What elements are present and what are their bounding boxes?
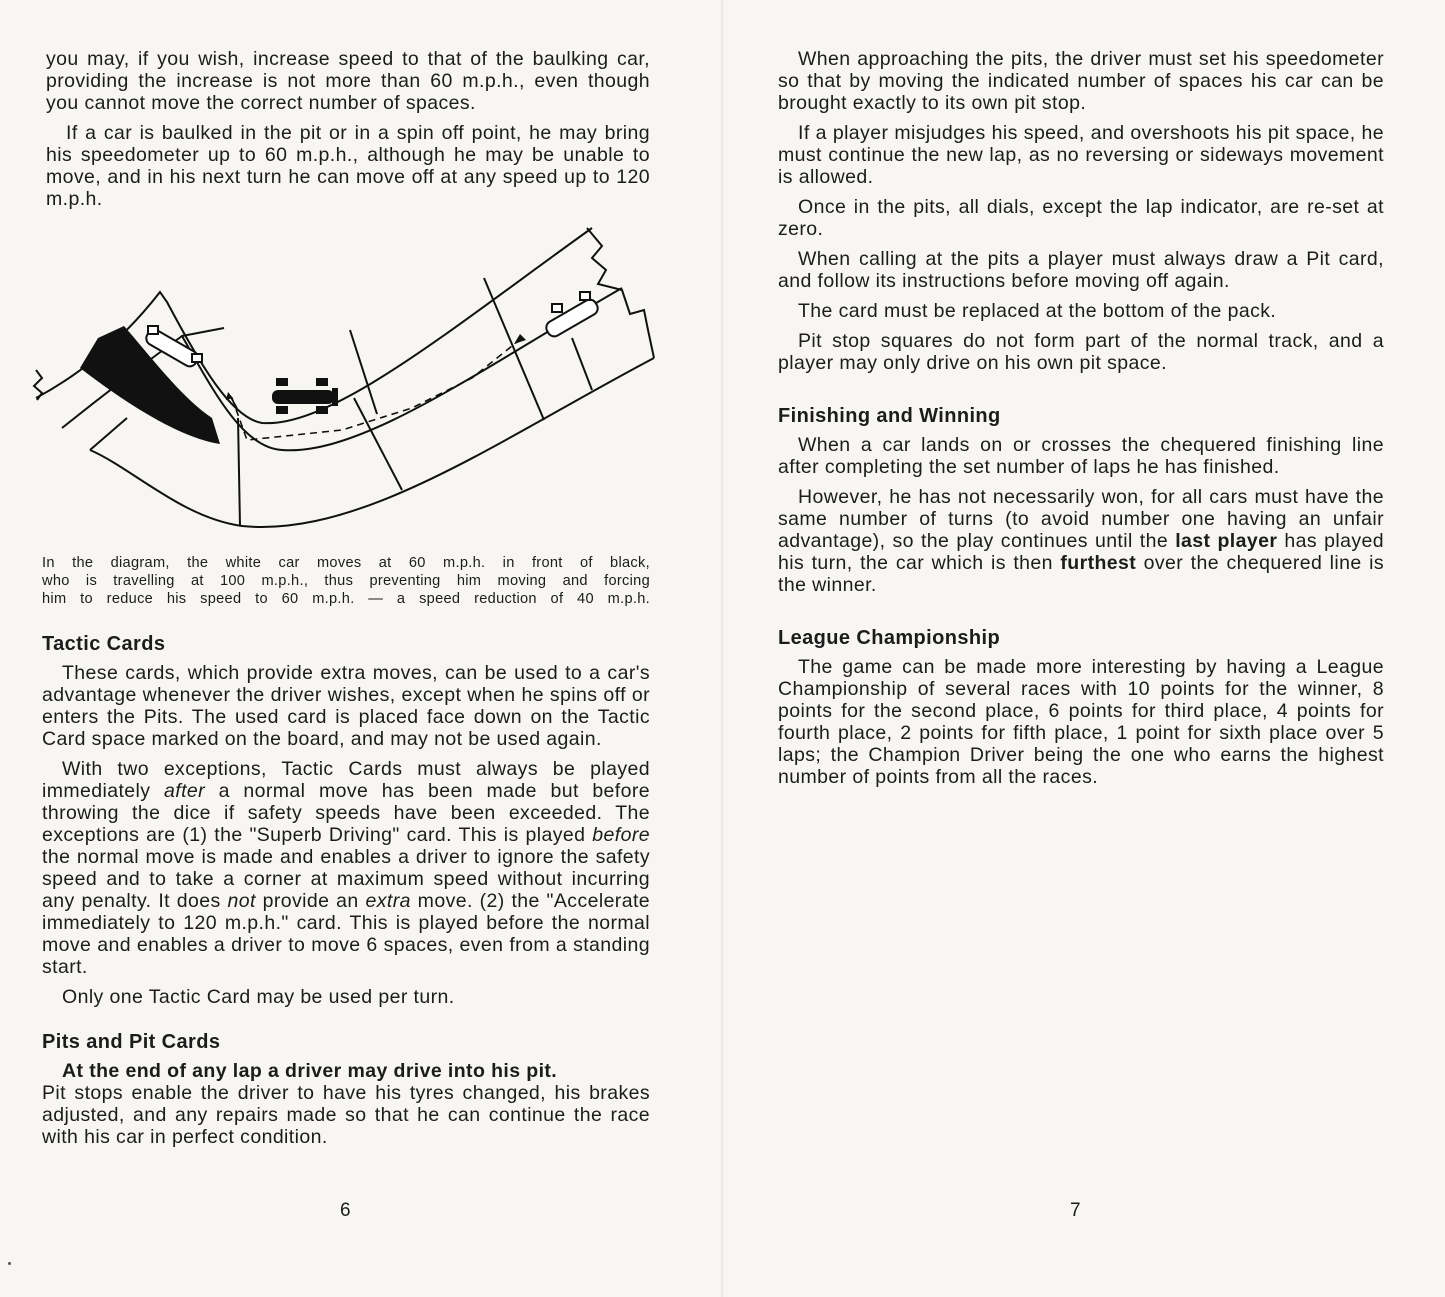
intro-text (46, 48, 650, 218)
pit-paragraph: When calling at the pits a player must always draw a Pit card, and follow its instructions before moving off again. (778, 248, 1384, 292)
pit-paragraph: Pit stop squares do not form part of the normal track, and a player may only drive on his own pit space. (778, 330, 1384, 374)
page-speck (8, 1262, 11, 1265)
page-gutter (721, 0, 723, 1297)
intro-paragraph: you may, if you wish, increase speed to that of the baulking car, providing the increase is not more than 60 m.p.h., even though you cannot move the correct number of spaces. (46, 48, 650, 114)
page-number: 6 (340, 1200, 351, 1221)
pits-lead: At the end of any lap a driver may drive into his pit. (62, 1060, 558, 1082)
finishing-paragraph: When a car lands on or crosses the chequered finishing line after completing the set number of laps he has finished. (778, 434, 1384, 478)
pit-paragraph: When approaching the pits, the driver must set his speedometer so that by moving the indicated number of spaces his car can be brought exactly to its own pit stop. (778, 48, 1384, 114)
pits-paragraph: Pit stops enable the driver to have his tyres changed, his brakes adjusted, and any repairs made so that he can continue the race with his car in perfect condition. (42, 1082, 650, 1148)
caption-line: In the diagram, the white car moves at 60 m.p.h. in front of black, (42, 555, 650, 571)
league-paragraph: The game can be made more interesting by having a League Championship of several races with 10 points for the winner, 8 points for the second place, 6 points for third place, 4 points for fourth place, 2 points for fifth place, 1 point for sixth place over 5 laps; the Champion Driver being the one who earns the highest number of points from all the races. (778, 656, 1384, 788)
page-number: 7 (1070, 1200, 1081, 1221)
black-race-car (272, 378, 338, 414)
tactic-paragraph: Only one Tactic Card may be used per turn. (62, 986, 455, 1008)
left-page (0, 0, 722, 1297)
intro-paragraph: If a car is baulked in the pit or in a spin off point, he may bring his speedometer up to 60 m.p.h., although he may be unable to move, and in his next turn he can move off at any speed up to 120 m.p.h. (46, 122, 650, 210)
section-heading-finishing: Finishing and Winning (778, 405, 1001, 427)
section-heading-league: League Championship (778, 627, 1001, 649)
diagram-caption (42, 554, 650, 608)
right-body (778, 48, 1384, 796)
pit-paragraph: The card must be replaced at the bottom of the pack. (798, 300, 1277, 322)
pit-paragraph: If a player misjudges his speed, and overshoots his pit space, he must continue the new lap, as no reversing or sideways movement is allowed. (778, 122, 1384, 188)
right-page (724, 0, 1445, 1297)
pit-paragraph: Once in the pits, all dials, except the lap indicator, are re-set at zero. (778, 196, 1384, 240)
tactic-paragraph: These cards, which provide extra moves, can be used to a car's advantage whenever the driver wishes, except when he spins off or enters the Pits. The used card is placed face down on the Tactic Card space marked on the board, and may not be used again. (42, 662, 650, 750)
caption-line: him to reduce his speed to 60 m.p.h. — a speed reduction of 40 m.p.h. (42, 591, 650, 607)
caption-line: who is travelling at 100 m.p.h., thus preventing him moving and forcing (42, 573, 650, 589)
left-body (42, 632, 650, 1156)
finishing-paragraph: However, he has not necessarily won, for all cars must have the same number of turns (to avoid number one having an unfair advantage), so the play continues until the last player has played his turn, the car which is then furthest over the chequered line is the winner. (778, 486, 1384, 596)
section-heading-pits: Pits and Pit Cards (42, 1031, 221, 1053)
section-heading-tactic-cards: Tactic Cards (42, 633, 166, 655)
white-race-car-right (544, 292, 600, 339)
tactic-paragraph: With two exceptions, Tactic Cards must always be played immediately after a normal move has been made but before throwing the dice if safety speeds have been exceeded. The exceptions are (1) the "Superb Driving" card. This is played before the normal move is made and enables a driver to ignore the safety speed and to take a corner at maximum speed without incurring any penalty. It does not provide an extra move. (2) the "Accelerate immediately to 120 m.p.h." card. This is played before the normal move and enables a driver to move 6 spaces, even from a standing start. (42, 758, 651, 978)
track-diagram (32, 218, 660, 540)
move-path (232, 338, 522, 440)
